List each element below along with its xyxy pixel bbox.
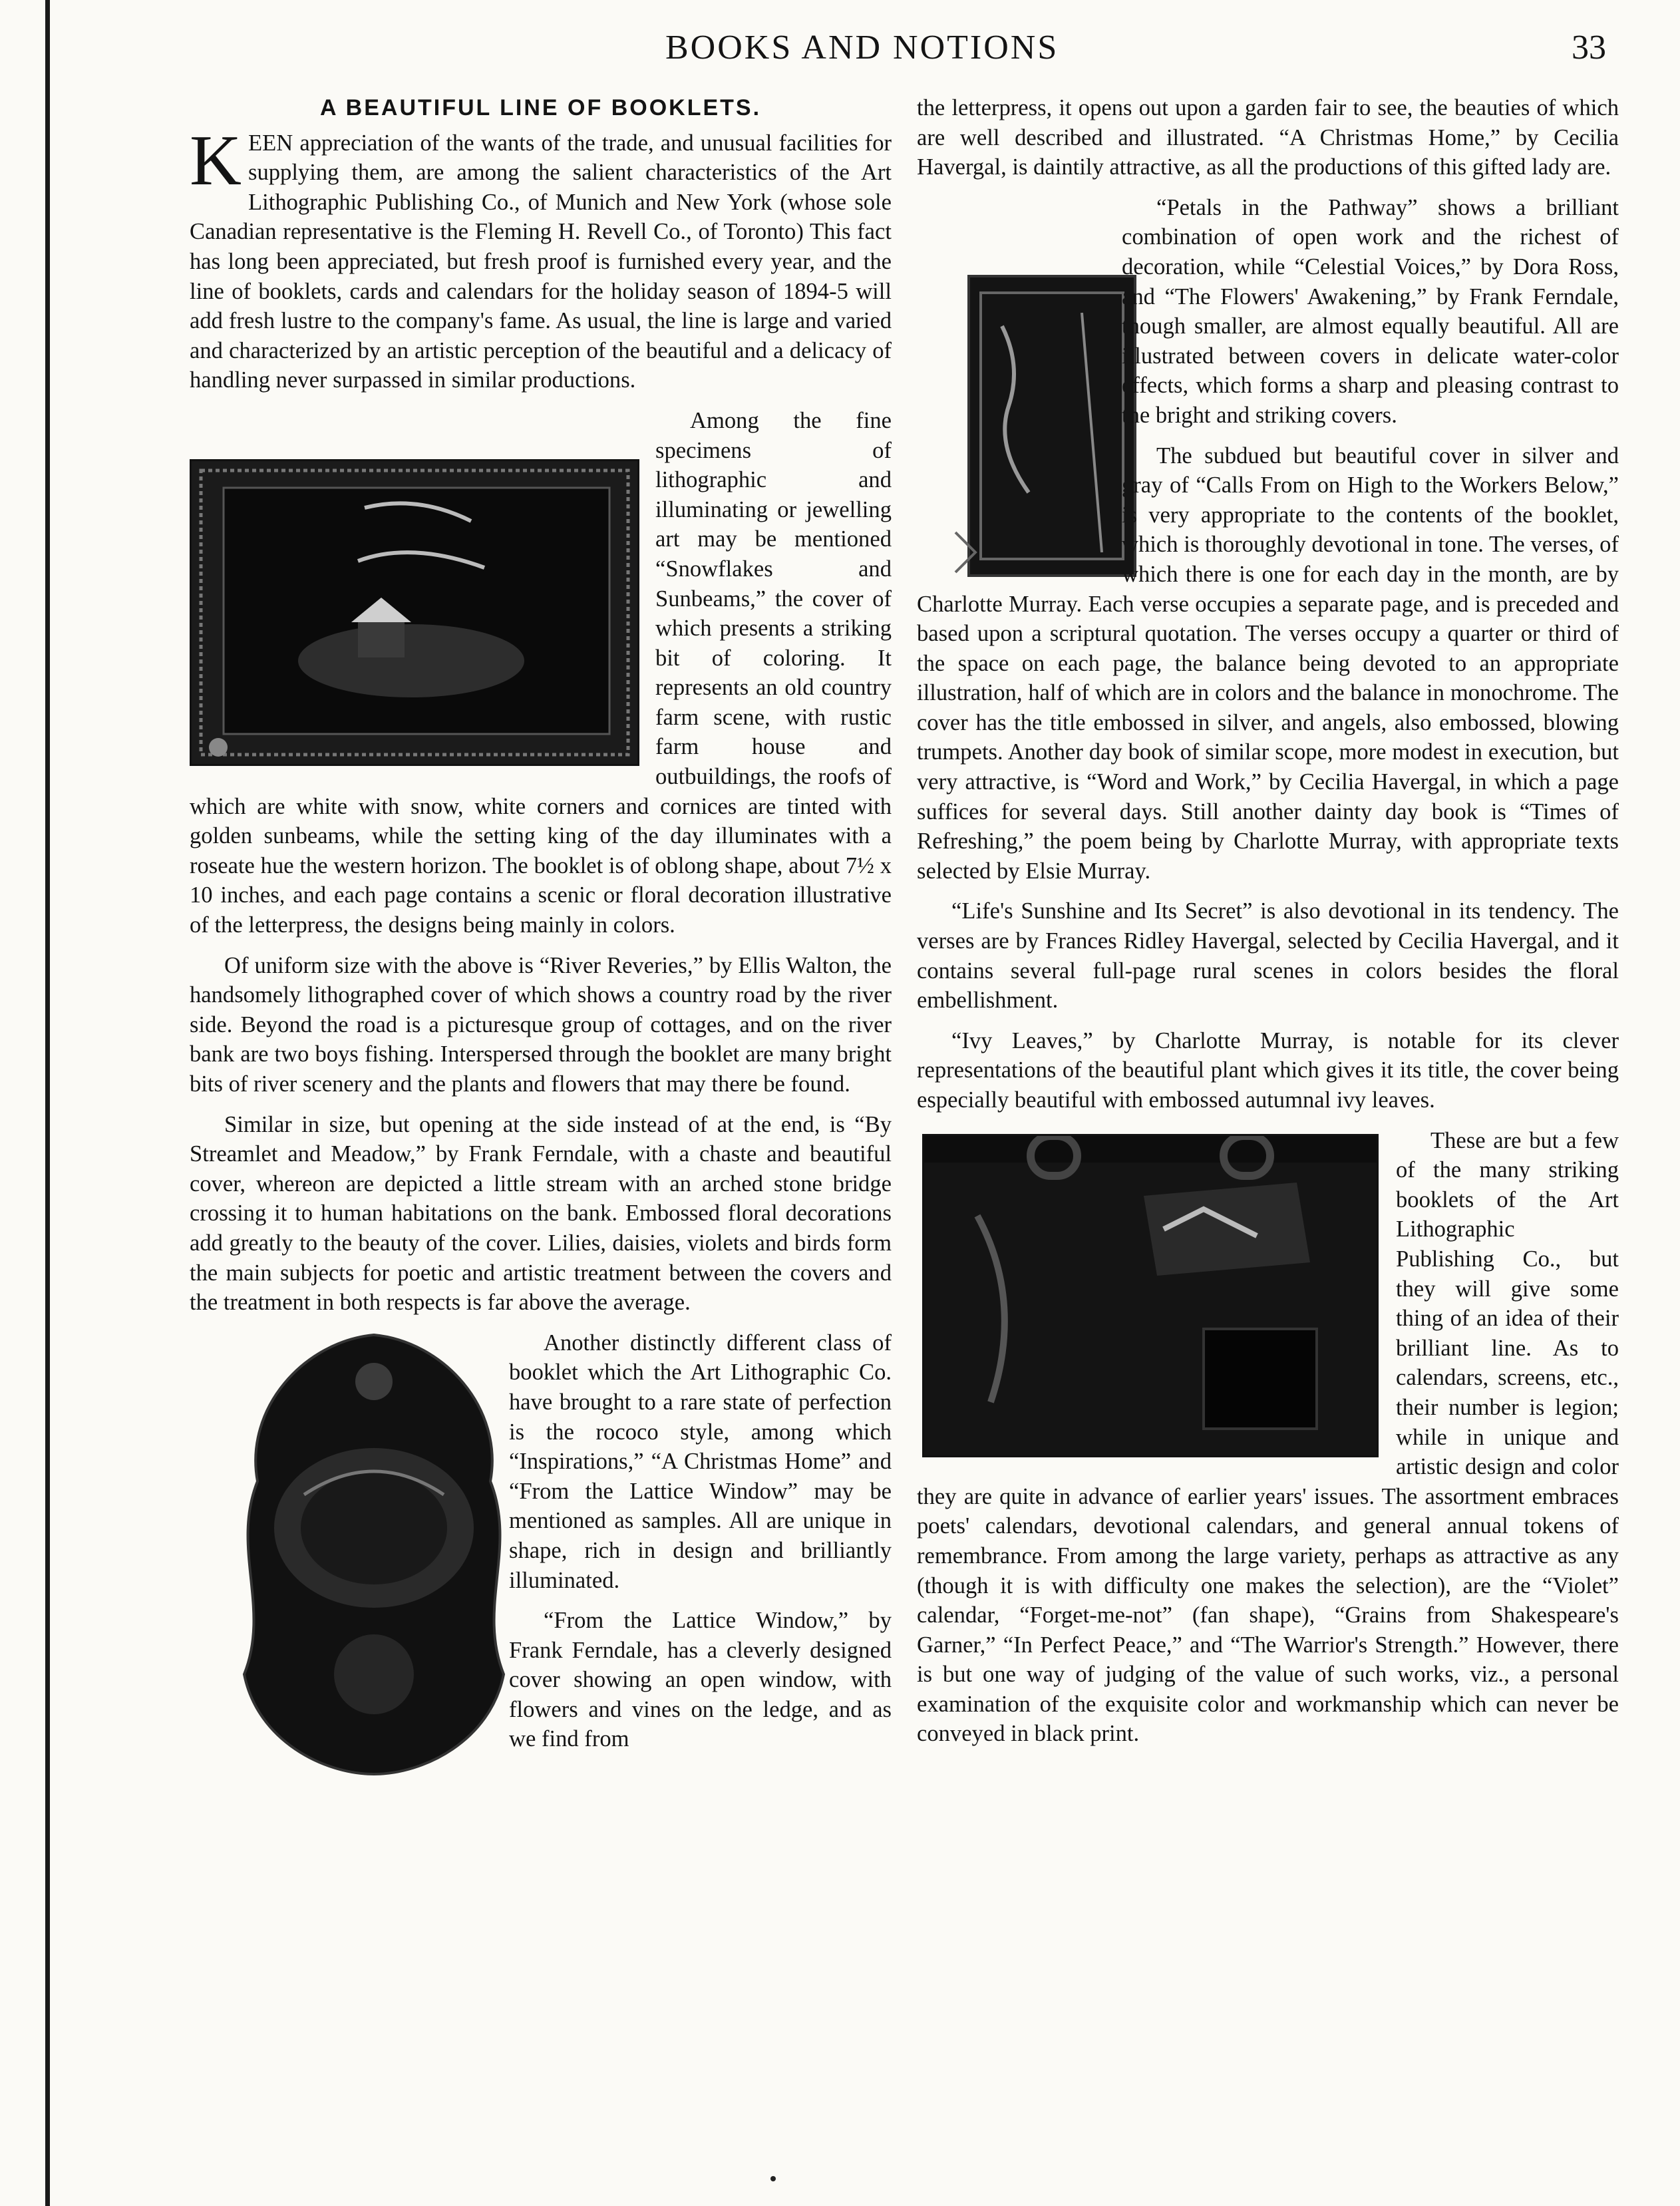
paragraph-snowflakes-text: Among the fine specimens of lithographic and illuminating or jewelling art may be mentioned “Snowflakes and Sunbeams,” the cover of which presents a striking bit of coloring. It represents an old country farm scene, with rustic farm house and outbuildings, the roofs of which are white with snow, white corners and cornices are tinted with golden sunbeams, while the setting king of the day illuminates with a roseate hue the western horizon. The booklet is of oblong shape, about 7½ x 10 inches, and each page contains a scenic or floral decoration illustrative of the letterpress, the designs being mainly in colors.	[190, 407, 892, 938]
warriors-strength-illustration	[924, 1136, 1377, 1455]
page-edge-rule	[45, 0, 50, 2206]
paragraph-lifes-sunshine: “Life's Sunshine and Its Secret” is also devotional in its tendency. The verses are by Frances Ridley Havergal, selected by Cecilia Havergal, and it contains several full-page rural scenes in colors besides the floral embellishment.	[917, 898, 1619, 1013]
calls-booklet-illustration	[949, 273, 1142, 579]
snowflakes-booklet-illustration	[192, 461, 637, 764]
figure-rococo-booklet	[190, 1328, 489, 1781]
page-number: 33	[1572, 29, 1606, 67]
running-header: BOOKS AND NOTIONS	[665, 29, 1059, 67]
paragraph-river-reveries: Of uniform size with the above is “River Reveries,” by Ellis Walton, the handsomely lithographed cover of which shows a country road by the river side. Beyond the road is a picturesque group of cottages, and on the river bank are two boys fishing. Interspersed through the booklet are many bright bits of river scenery and the plants and flowers that may there be found.	[190, 952, 892, 1097]
paragraph-snowflakes	[190, 406, 892, 940]
figure-snowflakes-booklet	[190, 459, 639, 766]
figure-calls-from-on-high	[914, 273, 1107, 579]
paragraph-conclusion-text: These are but a few of the many striking booklets of the Art Lithographic Publishing Co., but they will give some thing of an idea of their brilliant line. As to calendars, screens, etc., their number is legion; while in unique and artistic design and color they are quite in advance of earlier years' issues. The assortment embraces poets' calendars, devotional calendars, and general annual tokens of remembrance. From among the large variety, perhaps as attractive as any (though it is with difficulty one makes the selection), are the “Violet” calendar, “Forget-me-not” (fan shape), “Grains from Shakespeare's Garner,” “In Perfect Peace,” and “The Warrior's Strength.” However, there is but one way of judging of the value of such works, viz., a personal examination of the exquisite color and workmanship which can never be conveyed in black print.	[917, 1127, 1619, 1747]
paragraph-rococo	[190, 1328, 892, 1595]
paragraph-conclusion	[917, 1126, 1619, 1749]
paragraph-calls-from-on-high: The subdued but beautiful cover in silver and gray of “Calls From on High to the Workers Below,” is very appropriate to the contents of the booklet, which is thoroughly devotional in tone. The verses, of which there is one for each day in the month, are by Charlotte Murray. Each verse occupies a separate page, and is preceded and based upon a scriptural quotation. The verses occupy a quarter or third of the space on each page, the balance being devoted to an appropriate illustration, half of which are in colors and the balance in monochrome. The cover has the title embossed in silver, and angels, also embossed, blowing trumpets. Another day book of similar scope, more modest in execution, but very attractive, is “Word and Work,” by Cecilia Havergal, in which a page suffices for several days. Still another dainty day book is “Times of Refreshing,” the poem being by Charlotte Murray, with appropriate texts selected by Elsie Murray.	[917, 443, 1619, 884]
paragraph-intro-text: EEN appreciation of the wants of the trade, and unusual facilities for supplying them, are among the salient characteristics of the Art Lithographic Publishing Co., of Munich and New York (whose sole Canadian representative is the Fleming H. Revell Co., of Toronto) This fact has long been appreciated, but fresh proof is furnished every year, and the line of booklets, cards and calendars for the holiday season of 1894-5 will add fresh lustre to the company's fame. As usual, the line is large and varied and characterized by an artistic perception of the beautiful and a delicacy of handling never surpassed in similar productions.	[190, 130, 892, 393]
paragraph-petals-pathway	[917, 193, 1619, 431]
paragraph-intro	[190, 120, 892, 395]
paragraph-rococo-text: Another distinctly different class of booklet which the Art Lithographic Co. have brought to a rare state of perfection is the rococo style, among which “Inspirations,” “A Christmas Home” and “From the Lattice Window” may be mentioned as samples. All are unique in shape, rich in design and brilliantly illuminated.	[509, 1330, 892, 1593]
left-column	[190, 93, 892, 1785]
figure-warriors-strength	[922, 1134, 1379, 1457]
paragraph-lattice-window: “From the Lattice Window,” by Frank Ferndale, has a cleverly designed cover showing an open window, with flowers and vines on the ledge, and as we find from	[509, 1608, 892, 1752]
page-mark	[770, 2176, 776, 2181]
rococo-booklet-illustration	[224, 1328, 524, 1781]
article-title: A BEAUTIFUL LINE OF BOOKLETS.	[319, 95, 762, 120]
paragraph-letterpress: the letterpress, it opens out upon a garden fair to see, the beauties of which are well described and illustrated. “A Christmas Home,” by Cecilia Havergal, is daintily attractive, as all the productions of this gifted lady are.	[917, 95, 1619, 180]
paragraph-petals-pathway-text: “Petals in the Pathway” shows a brilliant combination of open work and the richest of decoration, while “Celestial Voices,” by Dora Ross, and “The Flowers' Awakening,” by Frank Ferndale, though smaller, are almost equally beautiful. All are illustrated between covers in delicate water-color effects, which forms a sharp and pleasing contrast to the bright and striking covers.	[1122, 194, 1619, 428]
paragraph-ivy-leaves: “Ivy Leaves,” by Charlotte Murray, is notable for its clever representations of the beautiful plant which gives it its title, the cover being especially beautiful with embossed autumnal ivy leaves.	[917, 1027, 1619, 1113]
right-column	[917, 93, 1619, 1759]
drop-cap: K	[190, 120, 242, 200]
paragraph-streamlet-meadow: Similar in size, but opening at the side instead of at the end, is “By Streamlet and Meadow,” by Frank Ferndale, with a chaste and beautiful cover, whereon are depicted a little stream with an arched stone bridge crossing it to human habitations on the bank. Embossed floral decorations add greatly to the beauty of the cover. Lilies, daisies, violets and birds form the main subjects for poetic and artistic treatment between the covers and the treatment in both respects is far above the average.	[190, 1111, 892, 1316]
